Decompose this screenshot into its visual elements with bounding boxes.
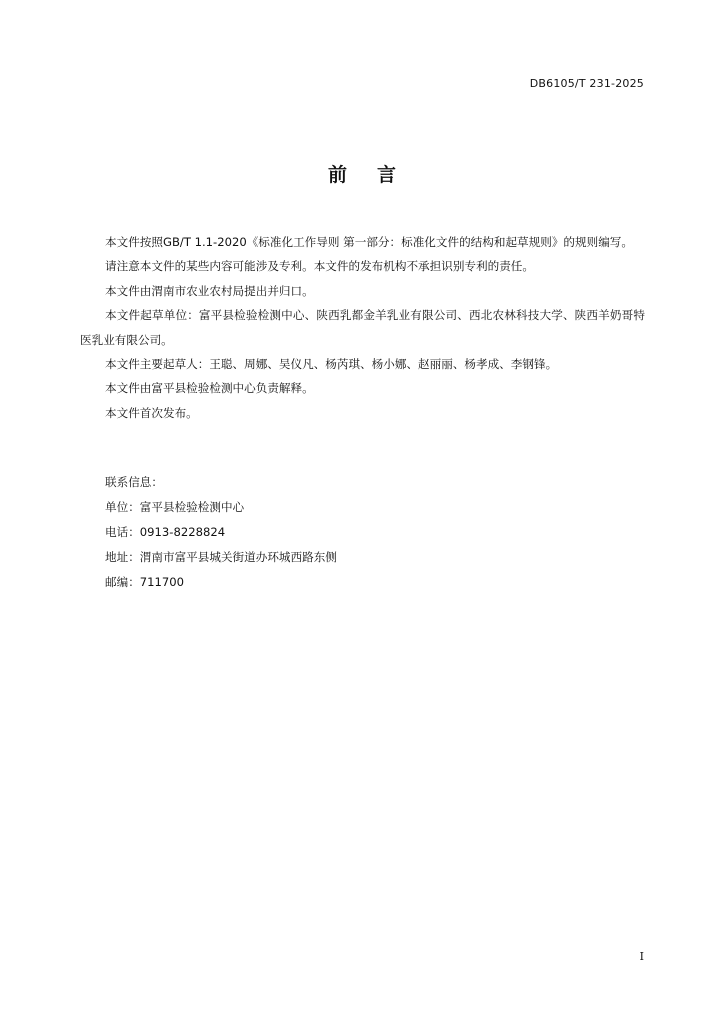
paragraph-first-release: 本文件首次发布。 bbox=[105, 405, 198, 420]
contact-postcode: 邮编：711700 bbox=[105, 575, 185, 589]
contact-info bbox=[105, 470, 337, 595]
page-number: I bbox=[639, 950, 644, 963]
paragraph-patent-notice: 请注意本文件的某些内容可能涉及专利。本文件的发布机构不承担识别专利的责任。 bbox=[105, 259, 534, 274]
contact-heading: 联系信息： bbox=[105, 475, 163, 489]
paragraph-proposer: 本文件由渭南市农业农村局提出并归口。 bbox=[105, 283, 314, 298]
contact-address: 地址：渭南市富平县城关街道办环城西路东侧 bbox=[105, 550, 337, 564]
paragraph-drafting-units: 本文件起草单位：富平县检验检测中心、陕西乳都金羊乳业有限公司、西北农林科技大学、陕西羊奶哥特医乳业有限公司。 bbox=[80, 308, 645, 347]
page-title: 前言 bbox=[327, 164, 426, 186]
contact-unit: 单位：富平县检验检测中心 bbox=[105, 500, 245, 514]
contact-phone: 电话：0913-8228824 bbox=[105, 525, 226, 539]
foreword-body bbox=[80, 230, 645, 425]
paragraph-interpretation: 本文件由富平县检验检测中心负责解释。 bbox=[105, 381, 314, 396]
paragraph-drafters: 本文件主要起草人：王聪、周娜、吴仪凡、杨芮琪、杨小娜、赵丽丽、杨孝成、李钢锋。 bbox=[105, 357, 558, 372]
document-code: DB6105/T 231-2025 bbox=[529, 77, 644, 90]
paragraph-drafting-rules: 本文件按照GB/T 1.1-2020《标准化工作导则 第一部分：标准化文件的结构和起草规则》的规则编写。 bbox=[105, 235, 633, 249]
